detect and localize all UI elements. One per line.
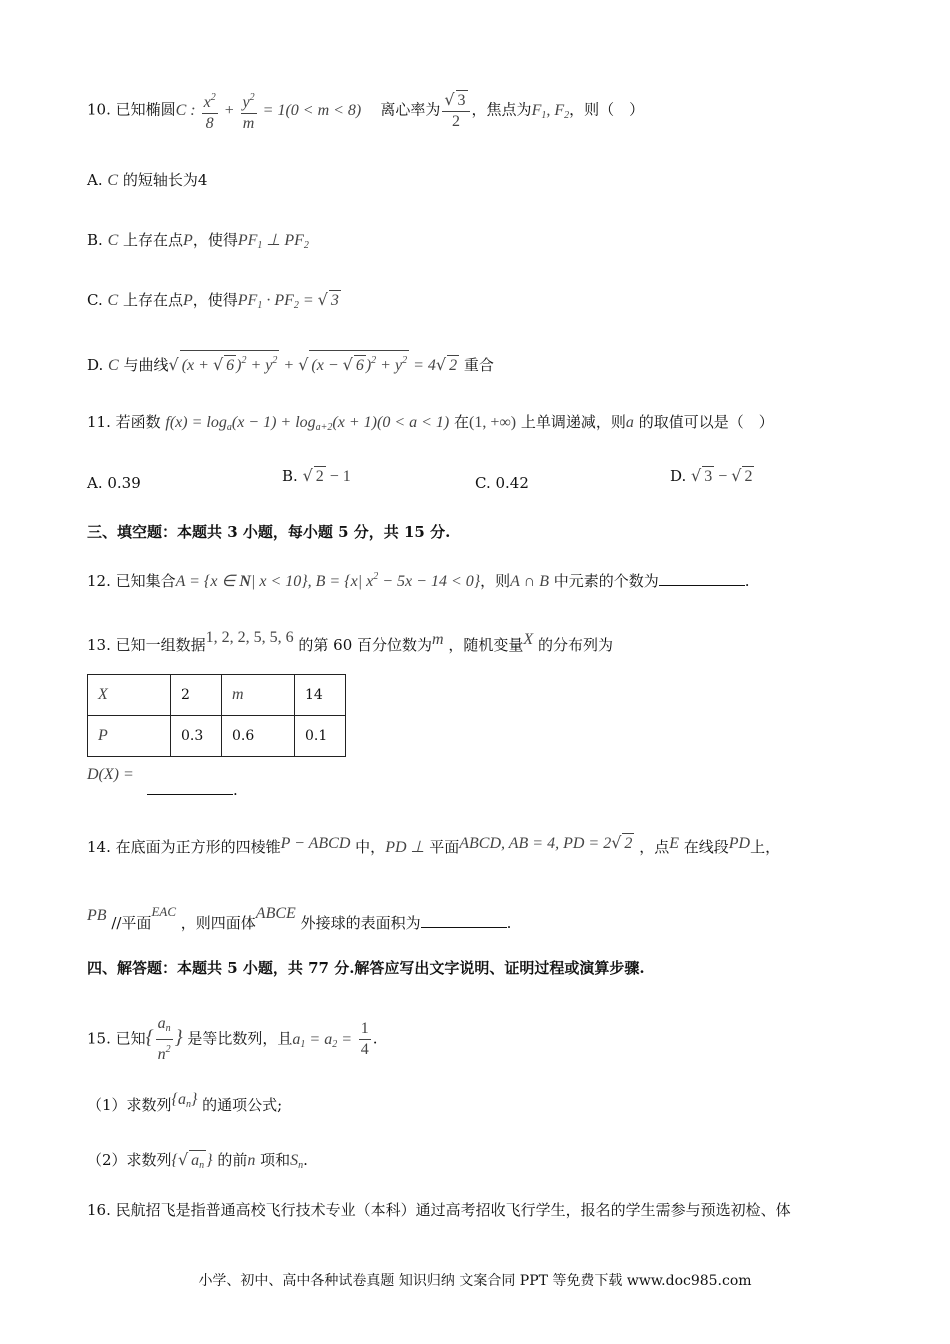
answer-blank[interactable] (421, 911, 507, 928)
table-cell: 0.1 (295, 716, 346, 757)
answer-blank[interactable] (147, 778, 233, 795)
set-definitions: A = {x ∈ N| x < 10}, B = {x| $x^2 - 5x - 14 < 0$} (175, 571, 481, 590)
q10-option-d: D. C 与曲线√ (x + √ 6 )$^2 + y^2$ + √ (x − √ 6 )$^2 + y^2 = 4√$ 2 重合 (87, 350, 494, 376)
section-4-heading: 四、解答题：本题共 5 小题，共 77 分.解答应写出文字说明、证明过程或演算步骤. (87, 959, 645, 977)
q10-option-a: A. C 的短轴长为4 (87, 171, 208, 189)
q15-part2: （2）求数列{√ $a_n$ } 的前n 项和$S_n$. (87, 1150, 308, 1176)
q15-part1: （1）求数列$\{a_n\}$ 的通项公式; (87, 1091, 283, 1114)
page-footer: 小学、初中、高中各种试卷真题 知识归纳 文案合同 PPT 等免费下载 www.doc985.com (198, 1273, 752, 1289)
table-row (88, 716, 346, 757)
answer-blank[interactable] (659, 569, 745, 586)
function-definition: $f(x) = \log_a(x - 1) + \log_{a+2}(x + 1)(0 < a < 1)$ (165, 414, 450, 433)
ellipse-equation: C : $\frac{x^2}{8}$ + $\frac{y^2}{m}$ = 1(0 < m < 8) (176, 102, 362, 119)
q10-option-c: C. C 上存在点P，使得$PF_1 \cdot PF_2$ = √ 3 (87, 290, 339, 311)
dot-product-condition: $PF_1 \cdot PF_2$ = √ 3 (237, 290, 339, 311)
q13-stem: 13. 已知一组数据1, 2, 2, 5, 5, 6 的第 60 百分位数为m ，随机变量X 的分布列为 (87, 629, 613, 654)
q11-option-b: B. √ 2 − 1 (282, 466, 351, 485)
eccentricity-value: $\frac{√ 3}{2}$ (442, 90, 469, 132)
q16-stem: 16. 民航招飞是指普通高校飞行技术专业（本科）通过高考招收飞行学生，报名的学生需参与预选初检、体 (87, 1201, 791, 1219)
table-cell: P (88, 716, 171, 757)
variance-answer: . (147, 778, 238, 800)
variance-label: D(X) = (87, 766, 134, 783)
q14-stem: 14. 在底面为正方形的四棱锥P − ABCD 中，PD ⊥ 平面ABCD, AB = 4, PD = 2√ 2 ，点E 在线段PD上， (87, 833, 781, 856)
q11-option-c: C. 0.42 (475, 474, 529, 492)
q11-option-d: D. √ 3 − √ 2 (670, 466, 753, 485)
table-cell: m (222, 675, 295, 716)
q10-option-b: B. C 上存在点P，使得$PF_1$ ⊥ $PF_2$ (87, 231, 309, 251)
q15-stem: 15. 已知{ $\frac{a_n}{n^2}$ } 是等比数列，且$a_1 = a_2$ = $\frac{1}{4}$ . (87, 1015, 378, 1063)
data-set: 1, 2, 2, 5, 5, 6 (205, 629, 294, 646)
table-cell: 2 (171, 675, 222, 716)
q11-stem: 11. 若函数 $f(x) = \log_a(x - 1) + \log_{a+2}(x + 1)(0 < a < 1)$ 在(1, +∞) 上单调递减，则a 的取值可以是（ ） (87, 413, 774, 433)
section-3-heading: 三、填空题：本题共 3 小题，每小题 5 分，共 15 分. (87, 523, 451, 541)
table-cell: 0.6 (222, 716, 295, 757)
table-cell: 14 (295, 675, 346, 716)
q14-line2: PB //平面EAC ，则四面体ABCE 外接球的表面积为 . (87, 904, 512, 932)
table-cell: 0.3 (171, 716, 222, 757)
table-cell: X (88, 675, 171, 716)
q10-stem: 10. 已知椭圆C : $\frac{x^2}{8}$ + $\frac{y^2}{m}$ = 1(0 < m < 8) 离心率为 $\frac{√ 3}{2}$ ，焦点为$F_1$, $F_2$，则（ ） (87, 89, 645, 132)
curve-equation: √ (x + √ 6 )$^2 + y^2$ + √ (x − √ 6 )$^2 + y^2 = 4√$ 2 (169, 357, 460, 374)
q11-option-a: A. 0.39 (87, 474, 141, 492)
table-row (88, 675, 346, 716)
distribution-table (87, 674, 346, 757)
perpendicular-condition: $PF_1$ ⊥ $PF_2$ (237, 232, 309, 251)
q12-stem: 12. 已知集合A = {x ∈ N| x < 10}, B = {x| $x^2 - 5x - 14 < 0$}，则A ∩ B 中元素的个数为 . (87, 571, 750, 590)
